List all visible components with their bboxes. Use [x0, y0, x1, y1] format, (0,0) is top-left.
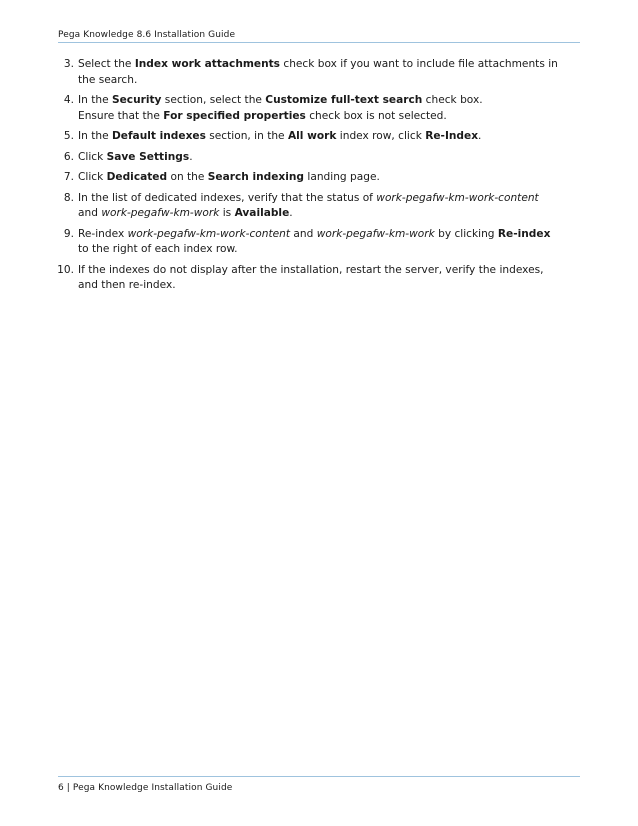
step-text: Click [78, 150, 107, 163]
step-text: In the [78, 130, 112, 142]
note-text: Ensure that the [78, 109, 164, 122]
step-10 [0, 263, 558, 294]
note-text: check box is not selected. [305, 109, 447, 122]
step-number: 6. [63, 150, 74, 163]
ui-label-security: Security [111, 94, 162, 106]
page-footer [58, 783, 580, 793]
step-text: on the [167, 171, 208, 183]
step-text: . [289, 207, 293, 219]
step-text: section, select the [161, 94, 266, 106]
step-number: 8. [63, 191, 74, 204]
ui-label-customize-full-text-search: Customize full-text search [265, 94, 423, 106]
step-7 [0, 170, 558, 186]
index-name-work: work-pegafw-km-work [101, 207, 220, 219]
page-header [58, 30, 580, 40]
ui-label-all-work: All work [287, 130, 337, 142]
ui-label-default-indexes: Default indexes [111, 130, 206, 142]
ui-label-re-index: Re-index [497, 227, 551, 240]
ui-label-index-work-attachments: Index work attachments [134, 58, 280, 70]
step-text: In the list of dedicated indexes, verify that the status of [78, 191, 377, 204]
step-number: 3. [63, 58, 74, 70]
step-text: Select the [78, 58, 135, 70]
step-5 [0, 129, 558, 145]
step-text: index row, click [336, 130, 426, 142]
status-available: Available [234, 207, 290, 219]
step-text: check box. [422, 94, 483, 106]
index-name-work: work-pegafw-km-work [316, 227, 435, 240]
ui-label-re-index: Re-Index [425, 130, 479, 142]
step-number: 5. [63, 130, 74, 142]
step-number: 10. [57, 263, 74, 276]
step-text: Click [78, 171, 107, 183]
step-text: by clicking [434, 227, 498, 240]
step-4 [0, 93, 558, 124]
step-text: check box if you want to include file attachments in the search. [78, 58, 558, 86]
step-9 [0, 227, 558, 258]
step-number: 9. [63, 227, 74, 240]
index-name-work-content: work-pegafw-km-work-content [127, 227, 291, 240]
ui-label-for-specified-properties: For specified properties [163, 109, 306, 122]
step-number: 7. [63, 171, 74, 183]
header-title: Pega Knowledge 8.6 Installation Guide [58, 30, 236, 40]
step-text: to the right of each index row. [78, 243, 238, 255]
step-text: landing page. [304, 171, 380, 183]
step-6 [0, 150, 558, 166]
footer-separator: | [63, 783, 73, 793]
header-divider [58, 42, 580, 43]
step-text: . [478, 130, 482, 142]
ui-label-search-indexing: Search indexing [207, 171, 305, 183]
footer-title: Pega Knowledge Installation Guide [72, 783, 233, 793]
step-text: If the indexes do not display after the installation, restart the server, verify the indexes, and then re-index. [78, 263, 544, 291]
ui-label-save-settings: Save Settings [106, 150, 190, 163]
step-8 [0, 191, 558, 222]
step-text: Re-index [78, 227, 128, 240]
step-text: is [219, 207, 235, 219]
ui-label-dedicated: Dedicated [106, 171, 168, 183]
step-3 [0, 57, 558, 88]
step-text: and [290, 227, 317, 240]
step-text: section, in the [205, 130, 288, 142]
step-text: In the [78, 94, 112, 106]
footer-divider [58, 776, 580, 777]
step-text: and [78, 207, 102, 219]
procedure-steps [0, 57, 638, 299]
step-number: 4. [63, 94, 74, 106]
step-text: . [189, 150, 193, 163]
step-note [78, 109, 558, 125]
page-number: 6 [58, 783, 64, 793]
index-name-work-content: work-pegafw-km-work-content [376, 191, 539, 204]
